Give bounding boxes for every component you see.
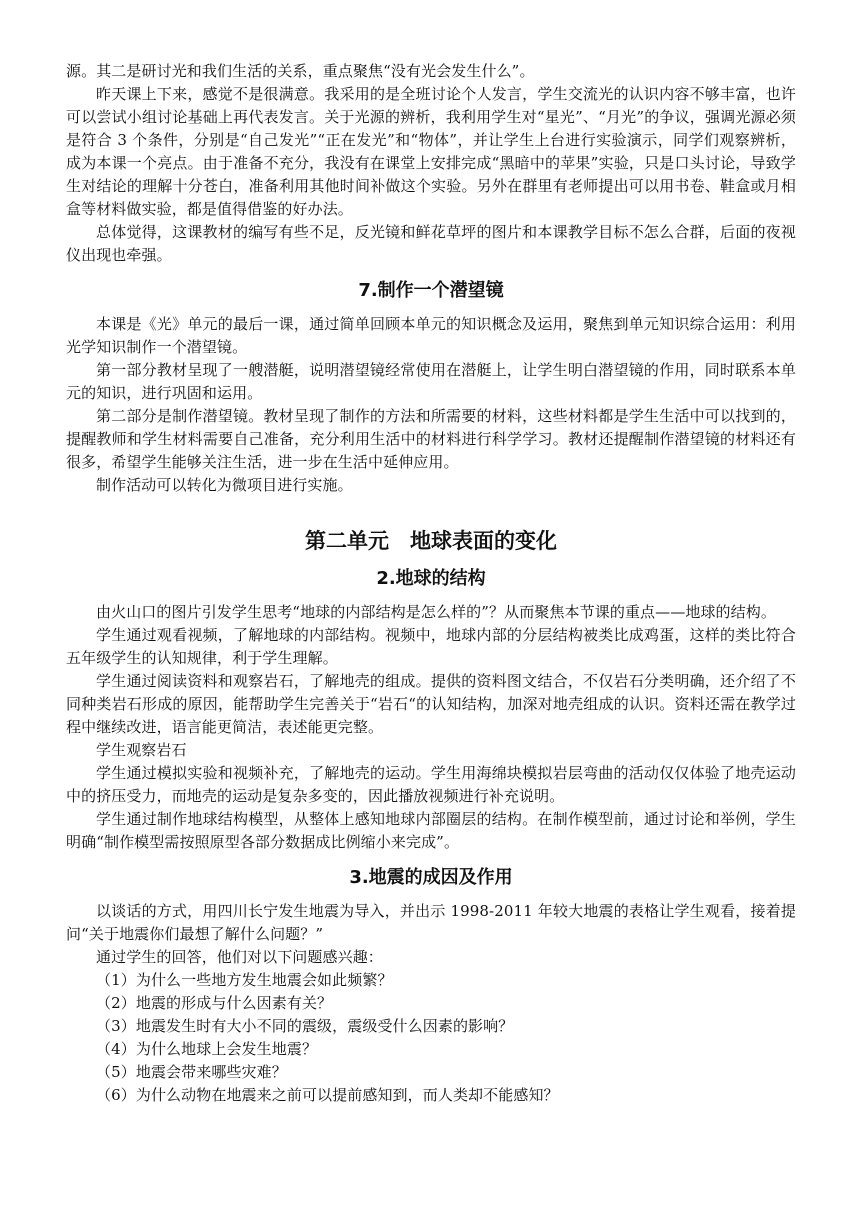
- section-3-paragraph: 通过学生的回答，他们对以下问题感兴趣：: [96, 948, 383, 966]
- question-item: （3）地震发生时有大小不同的震级，震级受什么因素的影响？: [96, 1017, 514, 1035]
- question-item: （2）地震的形成与什么因素有关？: [96, 994, 333, 1012]
- intro-paragraph-1: 源。其二是研讨光和我们生活的关系，重点聚焦“没有光会发生什么”。: [66, 62, 535, 80]
- section-2-paragraph: 学生观察岩石: [96, 741, 187, 759]
- question-item: （1）为什么一些地方发生地震会如此频繁？: [96, 971, 393, 989]
- question-item: （5）地震会带来哪些灾难？: [96, 1063, 287, 1081]
- section-2-paragraph: 学生通过阅读资料和观察岩石，了解地壳的组成。提供的资料图文结合，不仅岩石分类明确，还介绍了不同种类岩石形成的原因，能帮助学生完善关于“岩石“的认知结构，加深对地壳组成的认识。资料还需在教学过程中继续改进，语言能更简洁，表述能更完整。: [66, 672, 796, 736]
- unit-2-heading: 第二单元 地球表面的变化: [305, 529, 557, 553]
- section-2-paragraph: 学生通过制作地球结构模型，从整体上感知地球内部圈层的结构。在制作模型前，通过讨论和举例，学生明确“制作模型需按照原型各部分数据成比例缩小来完成”。: [66, 810, 796, 851]
- section-2-heading: 2.地球的结构: [376, 568, 486, 589]
- section-7-paragraph: 本课是《光》单元的最后一课，通过简单回顾本单元的知识概念及运用，聚焦到单元知识综合运用：利用光学知识制作一个潜望镜。: [66, 315, 796, 356]
- section-7-heading: 7.制作一个潜望镜: [358, 280, 504, 301]
- section-2-paragraph: 学生通过模拟实验和视频补充，了解地壳的运动。学生用海绵块模拟岩层弯曲的活动仅仅体验了地壳运动中的挤压受力，而地壳的运动是复杂多变的，因此播放视频进行补充说明。: [66, 764, 796, 805]
- question-item: （4）为什么地球上会发生地震？: [96, 1040, 318, 1058]
- document-page: [66, 60, 796, 1107]
- intro-paragraph-2: 昨天课上下来，感觉不是很满意。我采用的是全班讨论个人发言，学生交流光的认识内容不够丰富，也许可以尝试小组讨论基础上再代表发言。关于光源的辨析，我利用学生对“星光”、“月光”的争议，强调光源必须是符合 3 个条件，分别是“自己发光”“正在发光”和“物体”，并让学生上台进行实验演示，同学们观察辨析，成为本课一个亮点。由于准备不充分，我没有在课堂上安排完成“黑暗中的苹果”实验，只是口头讨论，导致学生对结论的理解十分苍白，准备利用其他时间补做这个实验。另外在群里有老师提出可以用书卷、鞋盒或月相盒等材料做实验，都是值得借鉴的好办法。: [66, 85, 796, 218]
- section-2-paragraph: 由火山口的图片引发学生思考“地球的内部结构是怎么样的”？从而聚焦本节课的重点——地球的结构。: [96, 603, 776, 621]
- question-item: （6）为什么动物在地震来之前可以提前感知到，而人类却不能感知？: [96, 1086, 559, 1104]
- intro-paragraph-3: 总体觉得，这课教材的编写有些不足，反光镜和鲜花草坪的图片和本课教学目标不怎么合群，后面的夜视仪出现也牵强。: [66, 223, 796, 264]
- section-7-paragraph: 第一部分教材呈现了一艘潜艇，说明潜望镜经常使用在潜艇上，让学生明白潜望镜的作用，同时联系本单元的知识，进行巩固和运用。: [66, 361, 796, 402]
- section-3-heading: 3.地震的成因及作用: [349, 867, 513, 888]
- section-7-paragraph: 第二部分是制作潜望镜。教材呈现了制作的方法和所需要的材料，这些材料都是学生生活中可以找到的，提醒教师和学生材料需要自己准备，充分利用生活中的材料进行科学学习。教材还提醒制作潜望镜的材料还有很多，希望学生能够关注生活，进一步在生活中延伸应用。: [66, 407, 796, 471]
- section-7-paragraph: 制作活动可以转化为微项目进行实施。: [96, 476, 353, 494]
- section-3-paragraph: 以谈话的方式，用四川长宁发生地震为导入，并出示 1998-2011 年较大地震的表格让学生观看，接着提问“关于地震你们最想了解什么问题？”: [66, 902, 796, 943]
- section-2-paragraph: 学生通过观看视频，了解地球的内部结构。视频中，地球内部的分层结构被类比成鸡蛋，这样的类比符合五年级学生的认知规律，利于学生理解。: [66, 626, 796, 667]
